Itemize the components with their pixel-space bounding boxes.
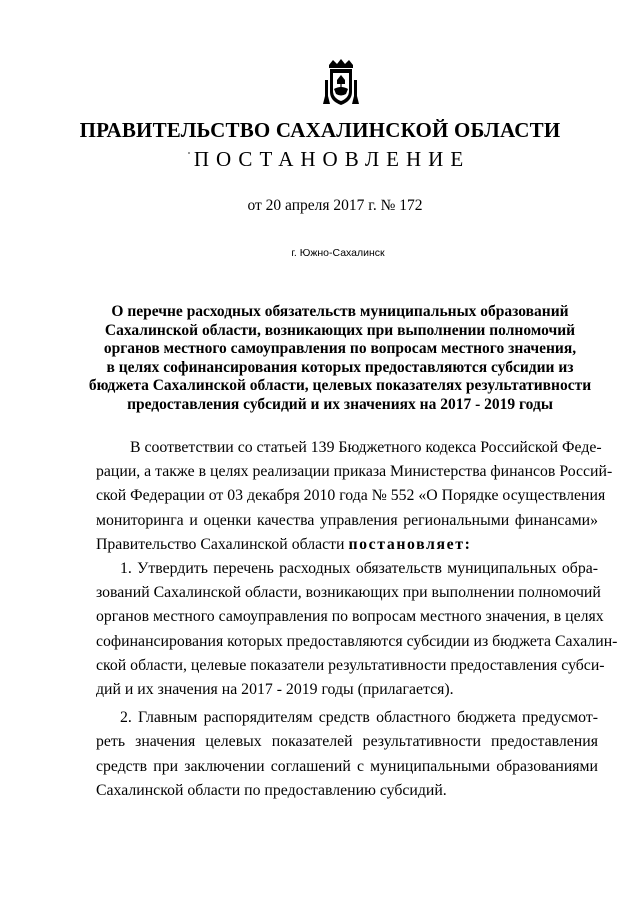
body-line: рации, а также в целях реализации приказа Министерства финансов Россий- [96,463,613,481]
preamble-closing-text: Правительство Сахалинской области [96,535,349,553]
subject-line: бюджета Сахалинской области, целевых показателях результативности [88,377,592,394]
item-1-paragraph [96,557,618,702]
body-line: средств при заключении соглашений с муниципальными образованиями [96,757,598,775]
emblem-crown [329,59,353,68]
body-line [96,533,598,557]
document-city: г. Южно-Сахалинск [291,247,385,259]
subject-line: органов местного самоуправления по вопросам местного значения, [103,340,577,357]
document-body [96,436,618,803]
body-line: ской Федерации от 03 декабря 2010 года № 552 «О Порядке осуществления [96,487,606,505]
subject-line: Сахалинской области, возникающих при выполнении полномочий [104,321,576,339]
item-2-paragraph [96,706,598,803]
emblem-shield [330,69,352,105]
document-date-number: от 20 апреля 2017 г. № 172 [247,197,423,214]
subject-line: предоставления субсидий и их значениях на 2017 - 2019 годы [127,395,553,413]
subject-line: О перечне расходных обязательств муниципальных образований [111,303,569,320]
body-line: мониторинга и оценки качества управления региональными финансами» [96,511,598,529]
coat-of-arms-icon [319,58,363,110]
body-line: зований Сахалинской области, возникающих при выполнении полномочий [96,584,601,602]
preamble-paragraph [96,436,613,557]
organization-title: ПРАВИТЕЛЬСТВО САХАЛИНСКОЙ ОБЛАСТИ [79,118,561,142]
body-line: Сахалинской области по предоставлению субсидий. [96,781,447,799]
body-line: 2. Главным распорядителям средств областного бюджета предусмот- [120,709,598,727]
body-line: дий и их значения на 2017 - 2019 годы (прилагается). [96,681,454,699]
body-line: органов местного самоуправления по вопросам местного значения, в целях [96,608,604,626]
subject-line: в целях софинансирования которых предоставляются субсидии из [106,358,574,376]
decree-word: постановляет: [348,535,472,553]
body-line: В соответствии со статьей 139 Бюджетного кодекса Российской Феде- [130,439,602,456]
body-line: софинансирования которых предоставляются субсидии из бюджета Сахалин- [96,632,618,650]
body-line: ской области, целевые показатели результативности предоставления субси- [96,656,605,674]
body-line: 1. Утвердить перечень расходных обязательств муниципальных обра- [120,560,598,578]
body-line: реть значения целевых показателей результативности предоставления [96,733,598,751]
document-subject [70,303,610,414]
document-type: ПОСТАНОВЛЕНИЕ [193,147,471,171]
